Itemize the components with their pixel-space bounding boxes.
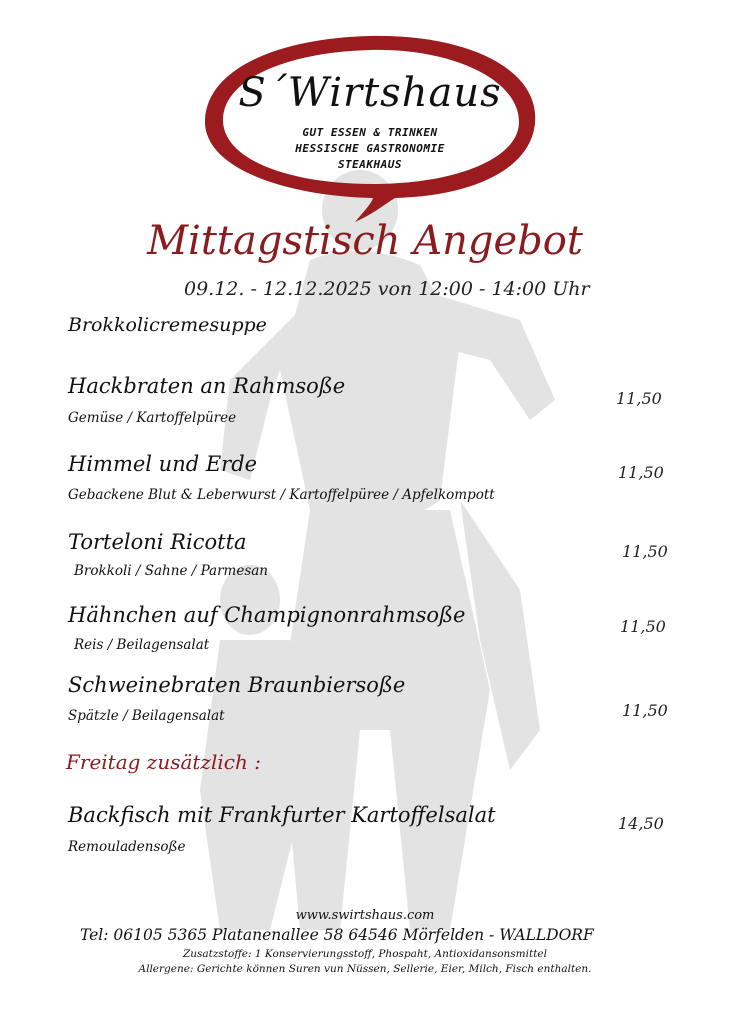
menu-item-price: 11,50 <box>622 542 668 561</box>
contact-line: Tel: 06105 5365 Platanenallee 58 64546 Mörfelden - WALLDORF <box>80 926 594 944</box>
menu-item-price: 11,50 <box>618 463 664 482</box>
menu-item-name: Torteloni Ricotta <box>68 530 247 554</box>
menu-item-price: 11,50 <box>616 389 662 408</box>
menu-item-price: 11,50 <box>620 617 666 636</box>
soup-name: Brokkolicremesuppe <box>68 314 267 336</box>
friday-item-price: 14,50 <box>618 814 664 833</box>
page-title: Mittagstisch Angebot <box>147 218 583 264</box>
logo-tagline-2: HESSISCHE GASTRONOMIE <box>295 142 445 155</box>
menu-item-desc: Reis / Beilagensalat <box>74 637 210 653</box>
logo-tagline-1: GUT ESSEN & TRINKEN <box>302 126 438 139</box>
additives-note: Zusatzstoffe: 1 Konservierungsstoff, Phospaht, Antioxidansonsmittel <box>182 948 548 960</box>
menu-item-desc: Brokkoli / Sahne / Parmesan <box>74 563 269 579</box>
menu-item-name: Himmel und Erde <box>68 452 258 476</box>
friday-heading: Freitag zusätzlich : <box>66 750 261 774</box>
menu-item-desc: Gebackene Blut & Leberwurst / Kartoffelpüree / Apfelkompott <box>68 487 495 503</box>
friday-item-name: Backfisch mit Frankfurter Kartoffelsalat <box>68 803 496 827</box>
logo-title: S´Wirtshaus <box>238 70 502 116</box>
logo-tagline-3: STEAKHAUS <box>337 158 403 171</box>
date-range: 09.12. - 12.12.2025 von 12:00 - 14:00 Uhr <box>184 278 590 300</box>
website-url: www.swirtshaus.com <box>295 908 435 923</box>
menu-item-name: Hähnchen auf Champignonrahmsoße <box>68 603 466 627</box>
menu-item-desc: Spätzle / Beilagensalat <box>68 708 225 724</box>
menu-item-price: 11,50 <box>622 701 668 720</box>
menu-item-name: Schweinebraten Braunbiersoße <box>68 673 406 697</box>
menu-item-name: Hackbraten an Rahmsoße <box>68 374 346 398</box>
friday-item-desc: Remouladensoße <box>68 839 186 855</box>
allergens-note: Allergene: Gerichte können Suren vun Nüssen, Sellerie, Eier, Milch, Fisch enthalten. <box>138 963 592 975</box>
menu-item-desc: Gemüse / Kartoffelpüree <box>68 410 237 426</box>
